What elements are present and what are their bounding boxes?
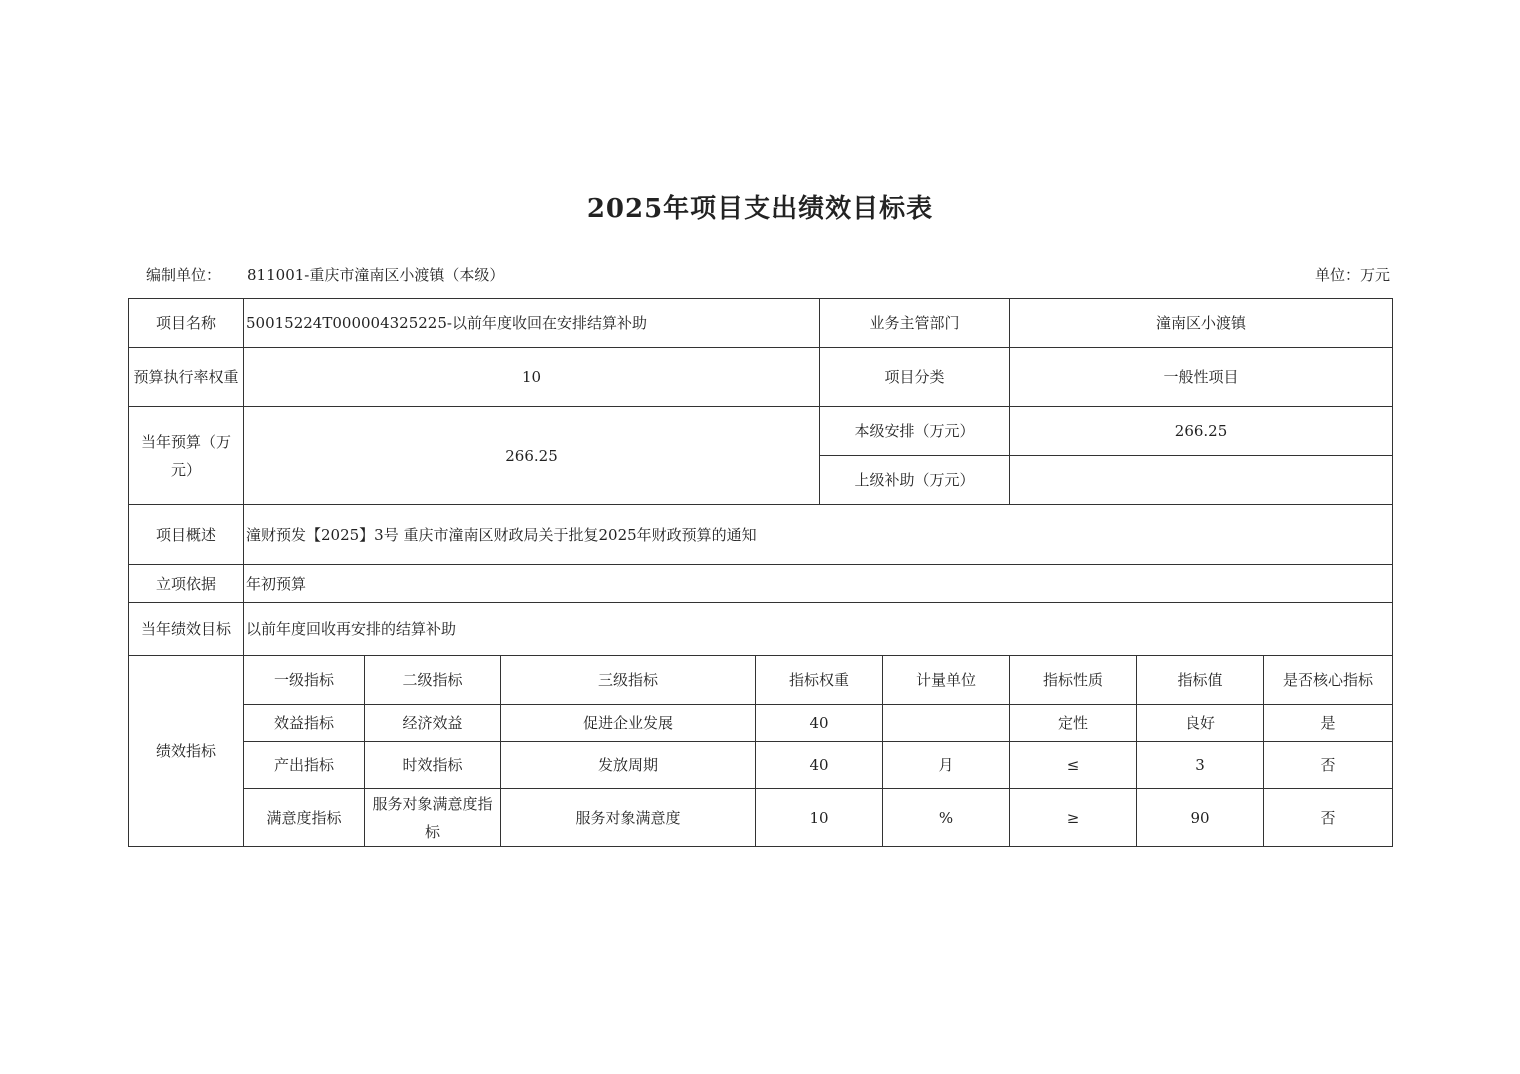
indicators-label: 绩效指标 [129,656,244,847]
header-unit: 计量单位 [883,656,1010,705]
cell: 是 [1264,705,1393,742]
project-name-label: 项目名称 [129,299,244,348]
header-nature: 指标性质 [1010,656,1137,705]
category-label: 项目分类 [820,348,1010,407]
cell: ≥ [1010,789,1137,847]
cell: 促进企业发展 [501,705,756,742]
cell: 3 [1137,742,1264,789]
header-level2: 二级指标 [365,656,501,705]
table-row [129,505,1393,565]
performance-table [128,298,1393,847]
goal-value: 以前年度回收再安排的结算补助 [244,603,1393,656]
dept-label: 业务主管部门 [820,299,1010,348]
indicator-row [129,789,1393,847]
cell: 经济效益 [365,705,501,742]
cell: 否 [1264,742,1393,789]
table-row [129,299,1393,348]
header-core: 是否核心指标 [1264,656,1393,705]
org-label: 编制单位： [146,266,222,284]
basis-value: 年初预算 [244,565,1393,603]
cell: 服务对象满意度指标 [365,789,501,847]
table-row [129,603,1393,656]
cell: 发放周期 [501,742,756,789]
basis-label: 立项依据 [129,565,244,603]
unit-label: 单位：万元 [1314,266,1390,284]
indicator-header-row [129,656,1393,705]
superior-value [1010,456,1393,505]
indicator-row [129,742,1393,789]
superior-label: 上级补助（万元） [820,456,1010,505]
org-info [146,264,504,285]
cell: 效益指标 [244,705,365,742]
overview-label: 项目概述 [129,505,244,565]
indicator-row [129,705,1393,742]
table-row [129,348,1393,407]
cell: 40 [756,705,883,742]
header-value: 指标值 [1137,656,1264,705]
cell [883,705,1010,742]
category-value: 一般性项目 [1010,348,1393,407]
header-weight: 指标权重 [756,656,883,705]
budget-value: 266.25 [244,407,820,505]
dept-value: 潼南区小渡镇 [1010,299,1393,348]
cell: 服务对象满意度 [501,789,756,847]
org-value: 811001-重庆市潼南区小渡镇（本级） [247,266,505,284]
cell: % [883,789,1010,847]
table-row [129,565,1393,603]
exec-weight-label: 预算执行率权重 [129,348,244,407]
project-name-value: 50015224T000004325225-以前年度收回在安排结算补助 [244,299,820,348]
cell: 10 [756,789,883,847]
cell: 时效指标 [365,742,501,789]
header-level1: 一级指标 [244,656,365,705]
overview-value: 潼财预发【2025】3号 重庆市潼南区财政局关于批复2025年财政预算的通知 [244,505,1393,565]
goal-label: 当年绩效目标 [129,603,244,656]
cell: 90 [1137,789,1264,847]
local-value: 266.25 [1010,407,1393,456]
table-row [129,407,1393,456]
cell: ≤ [1010,742,1137,789]
cell: 良好 [1137,705,1264,742]
exec-weight-value: 10 [244,348,820,407]
header-level3: 三级指标 [501,656,756,705]
budget-label: 当年预算（万元） [129,407,244,505]
cell: 定性 [1010,705,1137,742]
page-title: 2025年项目支出绩效目标表 [586,194,934,224]
local-label: 本级安排（万元） [820,407,1010,456]
cell: 否 [1264,789,1393,847]
cell: 40 [756,742,883,789]
cell: 满意度指标 [244,789,365,847]
cell: 产出指标 [244,742,365,789]
cell: 月 [883,742,1010,789]
